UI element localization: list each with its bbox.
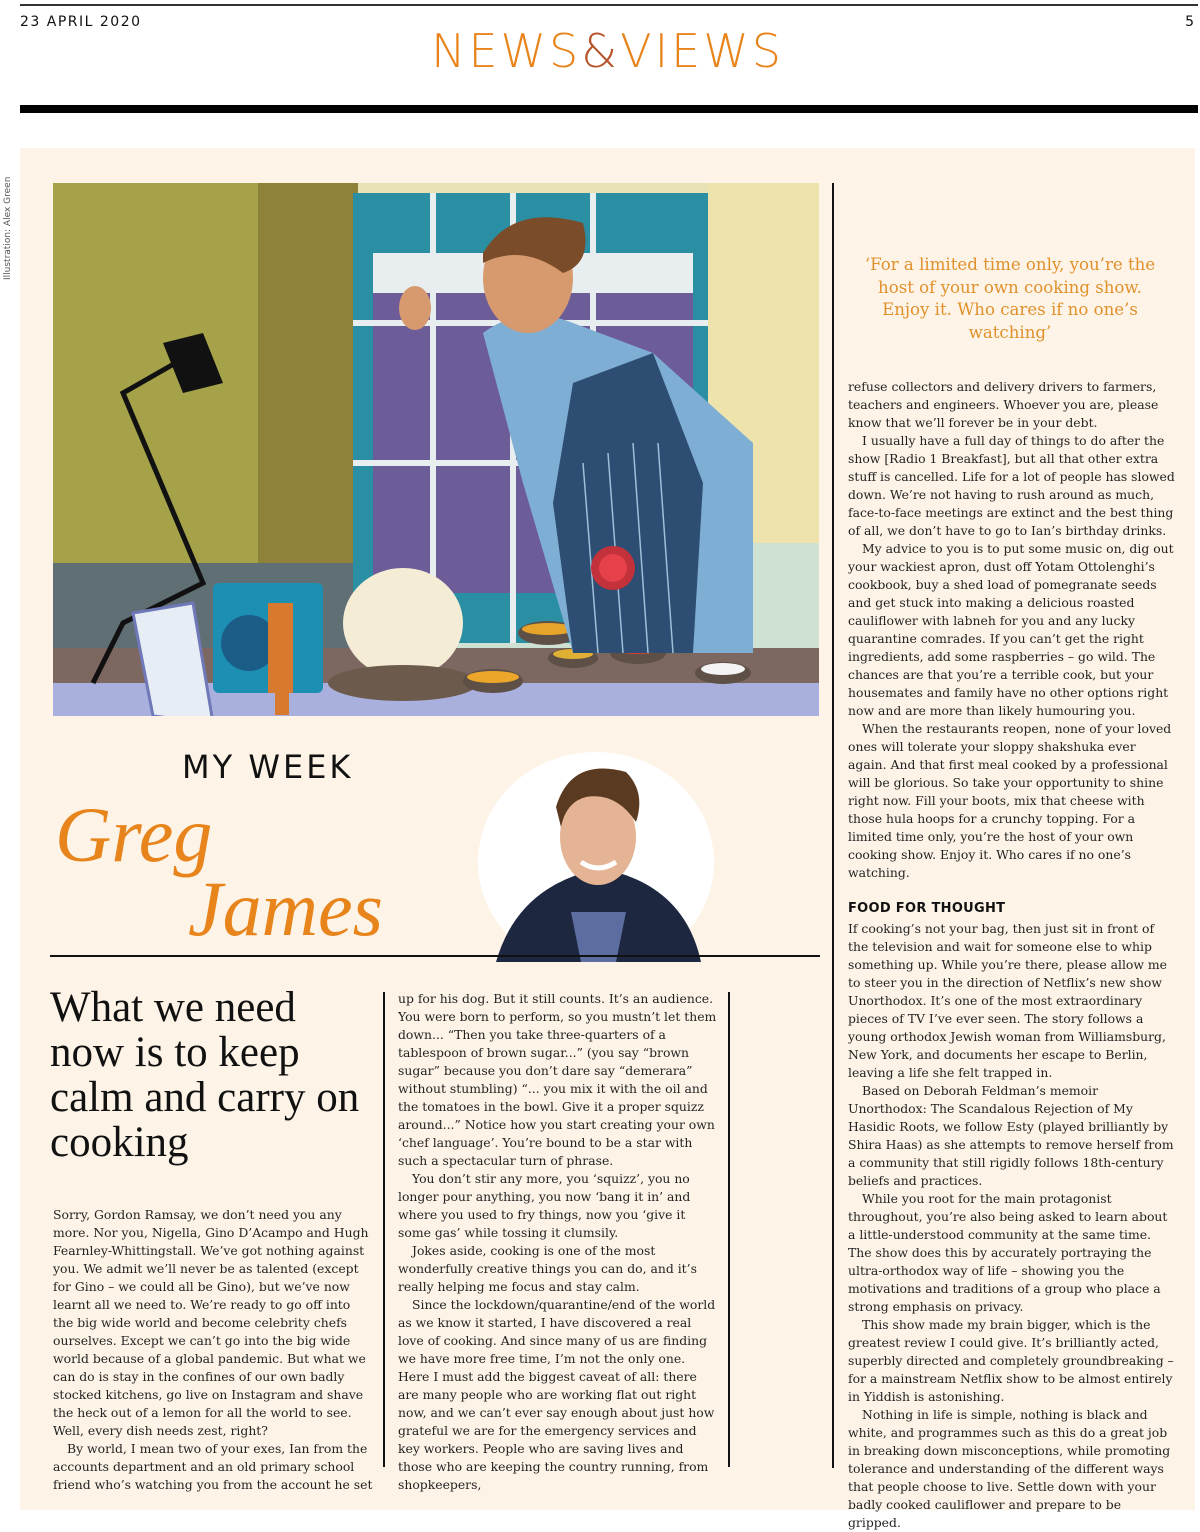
article-column-1 [53, 1206, 373, 1494]
article-column-3 [848, 378, 1176, 1532]
masthead-views: VIEWS [620, 24, 784, 78]
paragraph: This show made my brain bigger, which is the greatest review I could give. It’s brilliantly acted, superbly directed and completely groundbreaking – for a mainstream Netflix show to be almost entirely in Yiddish is astonishing. [848, 1317, 1174, 1404]
paragraph: Jokes aside, cooking is one of the most wonderfully creative things you can do, and it’s really helping me focus and stay calm. [398, 1243, 697, 1294]
article-headline: What we need now is to keep calm and carry on cooking [50, 984, 360, 1166]
paragraph: By world, I mean two of your exes, Ian from the accounts department and an old primary school friend who’s watching you from the account he set [53, 1441, 373, 1492]
cooking-scene-image [53, 183, 819, 716]
paragraph: Since the lockdown/quarantine/end of the world as we know it started, I have discovered a real love of cooking. And since many of us are finding we have more free time, I’m not the only one. Here I must add the biggest caveat of all: there are many people who are working flat out right now, and we can’t ever say enough about just how grateful we are for the emergency services and key workers. People who are saving lives and those who are keeping the country running, from shopkeepers, [398, 1297, 716, 1492]
masthead-ampersand: & [581, 24, 621, 78]
author-first-name: Greg [55, 791, 213, 878]
kitchen-illustration [53, 183, 819, 716]
illustration-credit: Illustration: Alex Green [3, 176, 13, 280]
column-rule-left [383, 992, 385, 1467]
author-headshot-image [476, 752, 716, 962]
masthead-news: NEWS [431, 24, 582, 78]
paragraph: While you root for the main protagonist throughout, you’re also being asked to learn about a little-understood community at the same time. The show does this by accurately portraying the ultra-orthodox way of life – showing you the motivations and traditions of a group who place a strong emphasis on privacy. [848, 1191, 1168, 1314]
paragraph: refuse collectors and delivery drivers to farmers, teachers and engineers. Whoever you are, please know that we’ll forever be in your debt. [848, 379, 1159, 430]
author-last-name: James [188, 865, 383, 952]
masthead-rule [20, 105, 1198, 113]
spacer [848, 882, 1176, 900]
paragraph: If cooking’s not your bag, then just sit in front of the television and wait for someone else to whip something up. While you’re there, please allow me to steer you in the direction of Netflix’s new show Unorthodox. It’s one of the most extraordinary pieces of TV I’ve ever seen. The story follows a young orthodox Jewish woman from Williamsburg, New York, and documents her escape to Berlin, leaving a life she felt trapped in. [848, 921, 1168, 1080]
column-rule-middle [728, 992, 730, 1467]
paragraph: You don’t stir any more, you ‘squizz’, you no longer pour anything, you now ‘bang it in’ and where you used to fry things, now you ‘give it some gas’ while tossing it clumsily. [398, 1171, 691, 1240]
pull-quote: ‘For a limited time only, you’re the host of your own cooking show. Enjoy it. Who cares if no one’s watching’ [864, 255, 1156, 342]
paragraph: Nothing in life is simple, nothing is black and white, and programmes such as this do a great job in breaking down misconceptions, while promoting tolerance and understanding of the different ways that people choose to live. Settle down with your badly cooked cauliflower and prepare to be gripped. [848, 1407, 1171, 1530]
paragraph: Based on Deborah Feldman’s memoir Unorthodox: The Scandalous Rejection of My Hasidic Roots, we follow Esty (played brilliantly by Shira Haas) as she attempts to remove herself from a community that still rigidly follows 18th-century beliefs and practices. [848, 1083, 1174, 1188]
article-column-2 [398, 990, 718, 1494]
page-number: 5 [1185, 14, 1194, 30]
paragraph: Sorry, Gordon Ramsay, we don’t need you any more. Nor you, Nigella, Gino D’Acampo and Hugh Fearnley-Whittingstall. We’ve got nothing against you. We admit we’ll never be as talented (except for Gino – we could all be Gino), but we’ve now learnt all we need to. We’re ready to go off into the big wide world and become celebrity chefs ourselves. Except we can’t go into the big wide world because of a global pandemic. But what we can do is stay in the confines of our own badly stocked kitchens, go live on Instagram and shave the heck out of a lemon for all the world to see. Well, every dish needs zest, right? [53, 1207, 369, 1438]
column-rule-right [832, 183, 834, 1468]
paragraph: My advice to you is to put some music on, dig out your wackiest apron, dust off Yotam Ottolenghi’s cookbook, buy a shed load of pomegranate seeds and get stuck into making a delicious roasted cauliflower with labneh for you and any lucky quarantine comrades. If you can’t get the right ingredients, add some raspberries – go wild. The chances are that you’re a terrible cook, but your housemates and family have no other options right now and are more than likely humouring you. [848, 541, 1174, 718]
section-masthead [0, 24, 1200, 78]
column-kicker: MY WEEK [182, 748, 354, 786]
paragraph: I usually have a full day of things to do after the show [Radio 1 Breakfast], but all that other extra stuff is cancelled. Life for a lot of people has slowed down. We’re not having to rush around as much, face-to-face meetings are extinct and the best thing of all, we don’t have to go to Ian’s birthday drinks. [848, 433, 1175, 538]
paragraph: up for his dog. But it still counts. It’s an audience. You were born to perform, so you mustn’t let them down... “Then you take three-quarters of a tablespoon of brown sugar...” (you say “brown sugar” because you don’t dare say “demerara” without stumbling) “... you mix it with the oil and the tomatoes in the bowl. Give it a proper squizz around...” Notice how you start creating your own ‘chef language’. You’re bound to be a star with such a spectacular turn of phrase. [398, 991, 717, 1168]
section-subhead: FOOD FOR THOUGHT [848, 901, 1006, 916]
paragraph: When the restaurants reopen, none of your loved ones will tolerate your sloppy shakshuka ever again. And that first meal cooked by a professional will be glorious. So take your opportunity to shine right now. Fill your boots, mix that cheese with those hula hoops for a crunchy topping. For a limited time only, you’re the host of your own cooking show. Enjoy it. Who cares if no one’s watching. [848, 721, 1172, 880]
header-divider-rule [50, 955, 820, 957]
author-portrait [476, 752, 716, 962]
top-rule [20, 4, 1198, 6]
issue-date: 23 APRIL 2020 [20, 14, 142, 30]
